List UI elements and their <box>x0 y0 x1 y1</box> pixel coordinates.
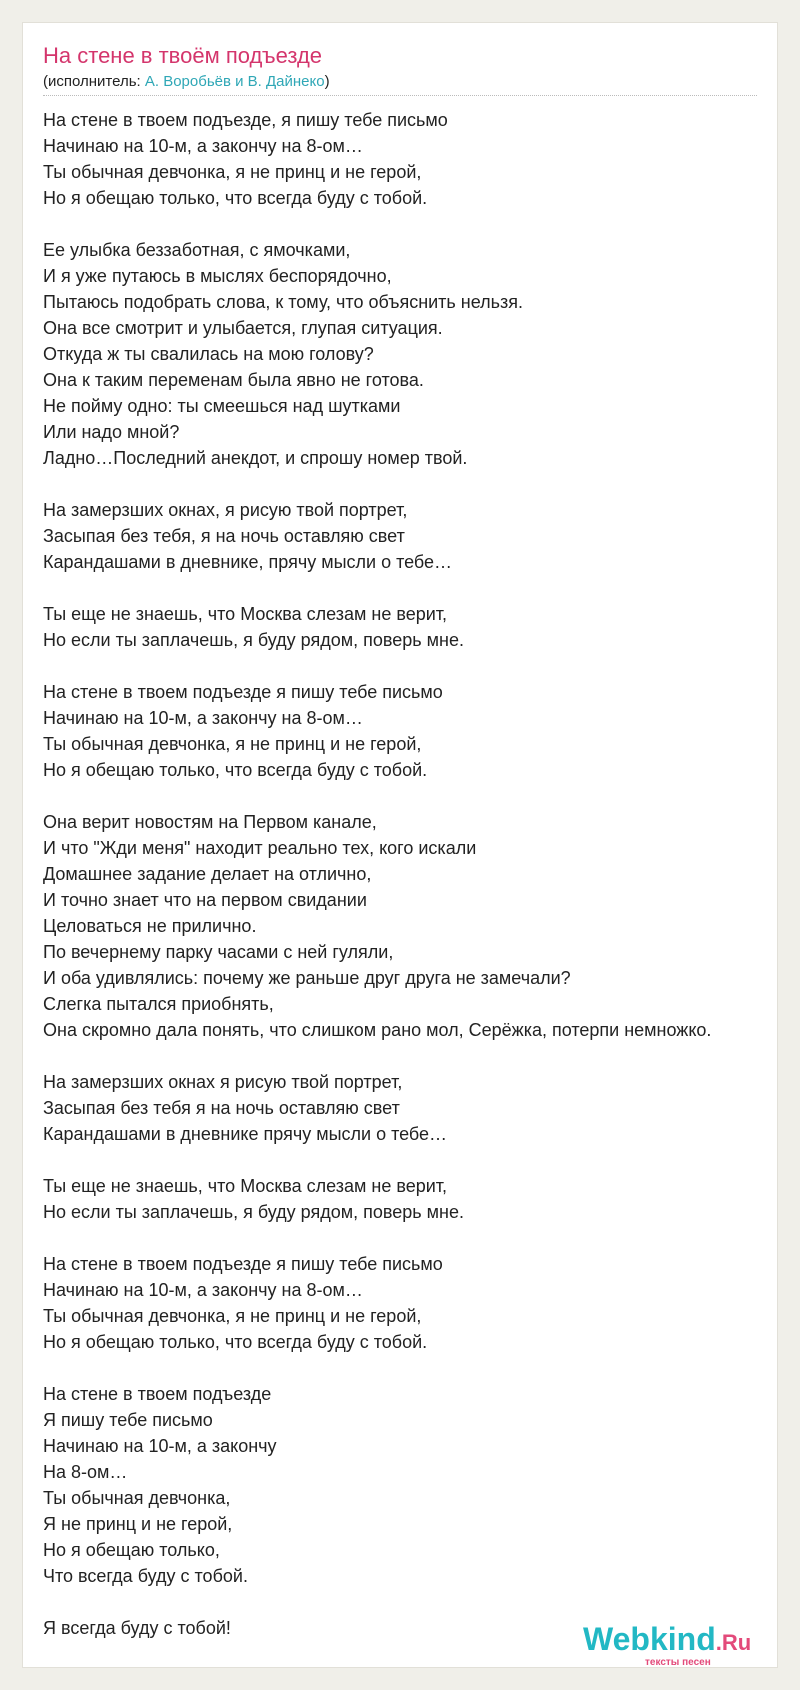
lyrics-line: На 8-ом… <box>43 1462 128 1482</box>
lyrics-line: На замерзших окнах я рисую твой портрет, <box>43 1072 403 1092</box>
lyrics-line: Я всегда буду с тобой! <box>43 1618 231 1638</box>
lyrics-line: Я не принц и не герой, <box>43 1514 233 1534</box>
lyrics-stanza <box>43 1173 777 1225</box>
lyrics-line: По вечернему парку часами с ней гуляли, <box>43 942 394 962</box>
lyrics-line: На замерзших окнах, я рисую твой портрет, <box>43 500 408 520</box>
lyrics-line: На стене в твоем подъезде <box>43 1384 272 1404</box>
lyrics-line: Но я обещаю только, <box>43 1540 220 1560</box>
lyrics-line: Засыпая без тебя, я на ночь оставляю свет <box>43 526 405 546</box>
song-byline <box>43 73 330 90</box>
lyrics-line: Но я обещаю только, что всегда буду с тобой. <box>43 760 428 780</box>
byline-suffix: ) <box>324 73 330 90</box>
lyrics-line: Ее улыбка беззаботная, с ямочками, <box>43 240 351 260</box>
lyrics-line: Целоваться не прилично. <box>43 916 257 936</box>
lyrics-line: Откуда ж ты свалилась на мою голову? <box>43 344 374 364</box>
lyrics-stanza <box>43 107 777 211</box>
lyrics-line: Ты обычная девчонка, <box>43 1488 231 1508</box>
lyrics-line: Она к таким переменам была явно не готова. <box>43 370 424 390</box>
lyrics-line: И я уже путаюсь в мыслях беспорядочно, <box>43 266 392 286</box>
lyrics-line: Но если ты заплачешь, я буду рядом, поверь мне. <box>43 630 464 650</box>
lyrics-line: Не пойму одно: ты смеешься над шутками <box>43 396 401 416</box>
lyrics-line: Ты обычная девчонка, я не принц и не герой, <box>43 734 422 754</box>
lyrics-line: Ты обычная девчонка, я не принц и не герой, <box>43 162 422 182</box>
lyrics-line: Начинаю на 10-м, а закончу <box>43 1436 277 1456</box>
lyrics-line: Она верит новостям на Первом канале, <box>43 812 377 832</box>
logo-wordmark <box>583 1621 751 1658</box>
lyrics-line: Слегка пытался приобнять, <box>43 994 274 1014</box>
lyrics-line: Начинаю на 10-м, а закончу на 8-ом… <box>43 708 363 728</box>
lyrics-card <box>22 22 778 1668</box>
song-title: На стене в твоём подъезде <box>43 43 323 68</box>
lyrics-body <box>43 107 777 1667</box>
lyrics-line: Домашнее задание делает на отлично, <box>43 864 372 884</box>
lyrics-line: Но если ты заплачешь, я буду рядом, поверь мне. <box>43 1202 464 1222</box>
lyrics-line: Ты обычная девчонка, я не принц и не герой, <box>43 1306 422 1326</box>
lyrics-line: Начинаю на 10-м, а закончу на 8-ом… <box>43 1280 363 1300</box>
lyrics-stanza <box>43 1381 777 1589</box>
lyrics-line: Она все смотрит и улыбается, глупая ситуация. <box>43 318 443 338</box>
lyrics-line: Или надо мной? <box>43 422 180 442</box>
lyrics-line: Я пишу тебе письмо <box>43 1410 213 1430</box>
lyrics-line: На стене в твоем подъезде, я пишу тебе письмо <box>43 110 448 130</box>
lyrics-line: Но я обещаю только, что всегда буду с тобой. <box>43 1332 428 1352</box>
title-divider <box>43 95 757 96</box>
lyrics-line: Она скромно дала понять, что слишком рано мол, Серёжка, потерпи немножко. <box>43 1020 712 1040</box>
lyrics-stanza <box>43 1069 777 1147</box>
lyrics-line: Начинаю на 10-м, а закончу на 8-ом… <box>43 136 363 156</box>
lyrics-line: Карандашами в дневнике прячу мысли о тебе… <box>43 1124 448 1144</box>
webkind-logo[interactable] <box>583 1621 763 1667</box>
artist-link[interactable]: А. Воробьёв и В. Дайнеко <box>144 73 325 90</box>
lyrics-line: На стене в твоем подъезде я пишу тебе письмо <box>43 1254 443 1274</box>
lyrics-stanza <box>43 679 777 783</box>
lyrics-line: Ладно…Последний анекдот, и спрошу номер твой. <box>43 448 468 468</box>
lyrics-stanza <box>43 237 777 471</box>
logo-name: Webkind <box>583 1621 716 1657</box>
logo-tld: .Ru <box>715 1630 752 1655</box>
lyrics-line: Ты еще не знаешь, что Москва слезам не верит, <box>43 1176 448 1196</box>
lyrics-line: На стене в твоем подъезде я пишу тебе письмо <box>43 682 443 702</box>
lyrics-stanza <box>43 1251 777 1355</box>
lyrics-line: Ты еще не знаешь, что Москва слезам не верит, <box>43 604 448 624</box>
lyrics-stanza <box>43 497 777 575</box>
lyrics-line: Что всегда буду с тобой. <box>43 1566 248 1586</box>
lyrics-line: Карандашами в дневнике, прячу мысли о тебе… <box>43 552 453 572</box>
lyrics-line: И что "Жди меня" находит реально тех, кого искали <box>43 838 477 858</box>
lyrics-stanza <box>43 601 777 653</box>
lyrics-line: И оба удивлялись: почему же раньше друг друга не замечали? <box>43 968 571 988</box>
lyrics-line: Но я обещаю только, что всегда буду с тобой. <box>43 188 428 208</box>
logo-tagline: тексты песен <box>645 1657 711 1668</box>
byline-prefix: (исполнитель: <box>43 73 145 90</box>
lyrics-stanza <box>43 809 777 1043</box>
lyrics-line: Засыпая без тебя я на ночь оставляю свет <box>43 1098 400 1118</box>
lyrics-line: Пытаюсь подобрать слова, к тому, что объяснить нельзя. <box>43 292 524 312</box>
lyrics-line: И точно знает что на первом свидании <box>43 890 367 910</box>
